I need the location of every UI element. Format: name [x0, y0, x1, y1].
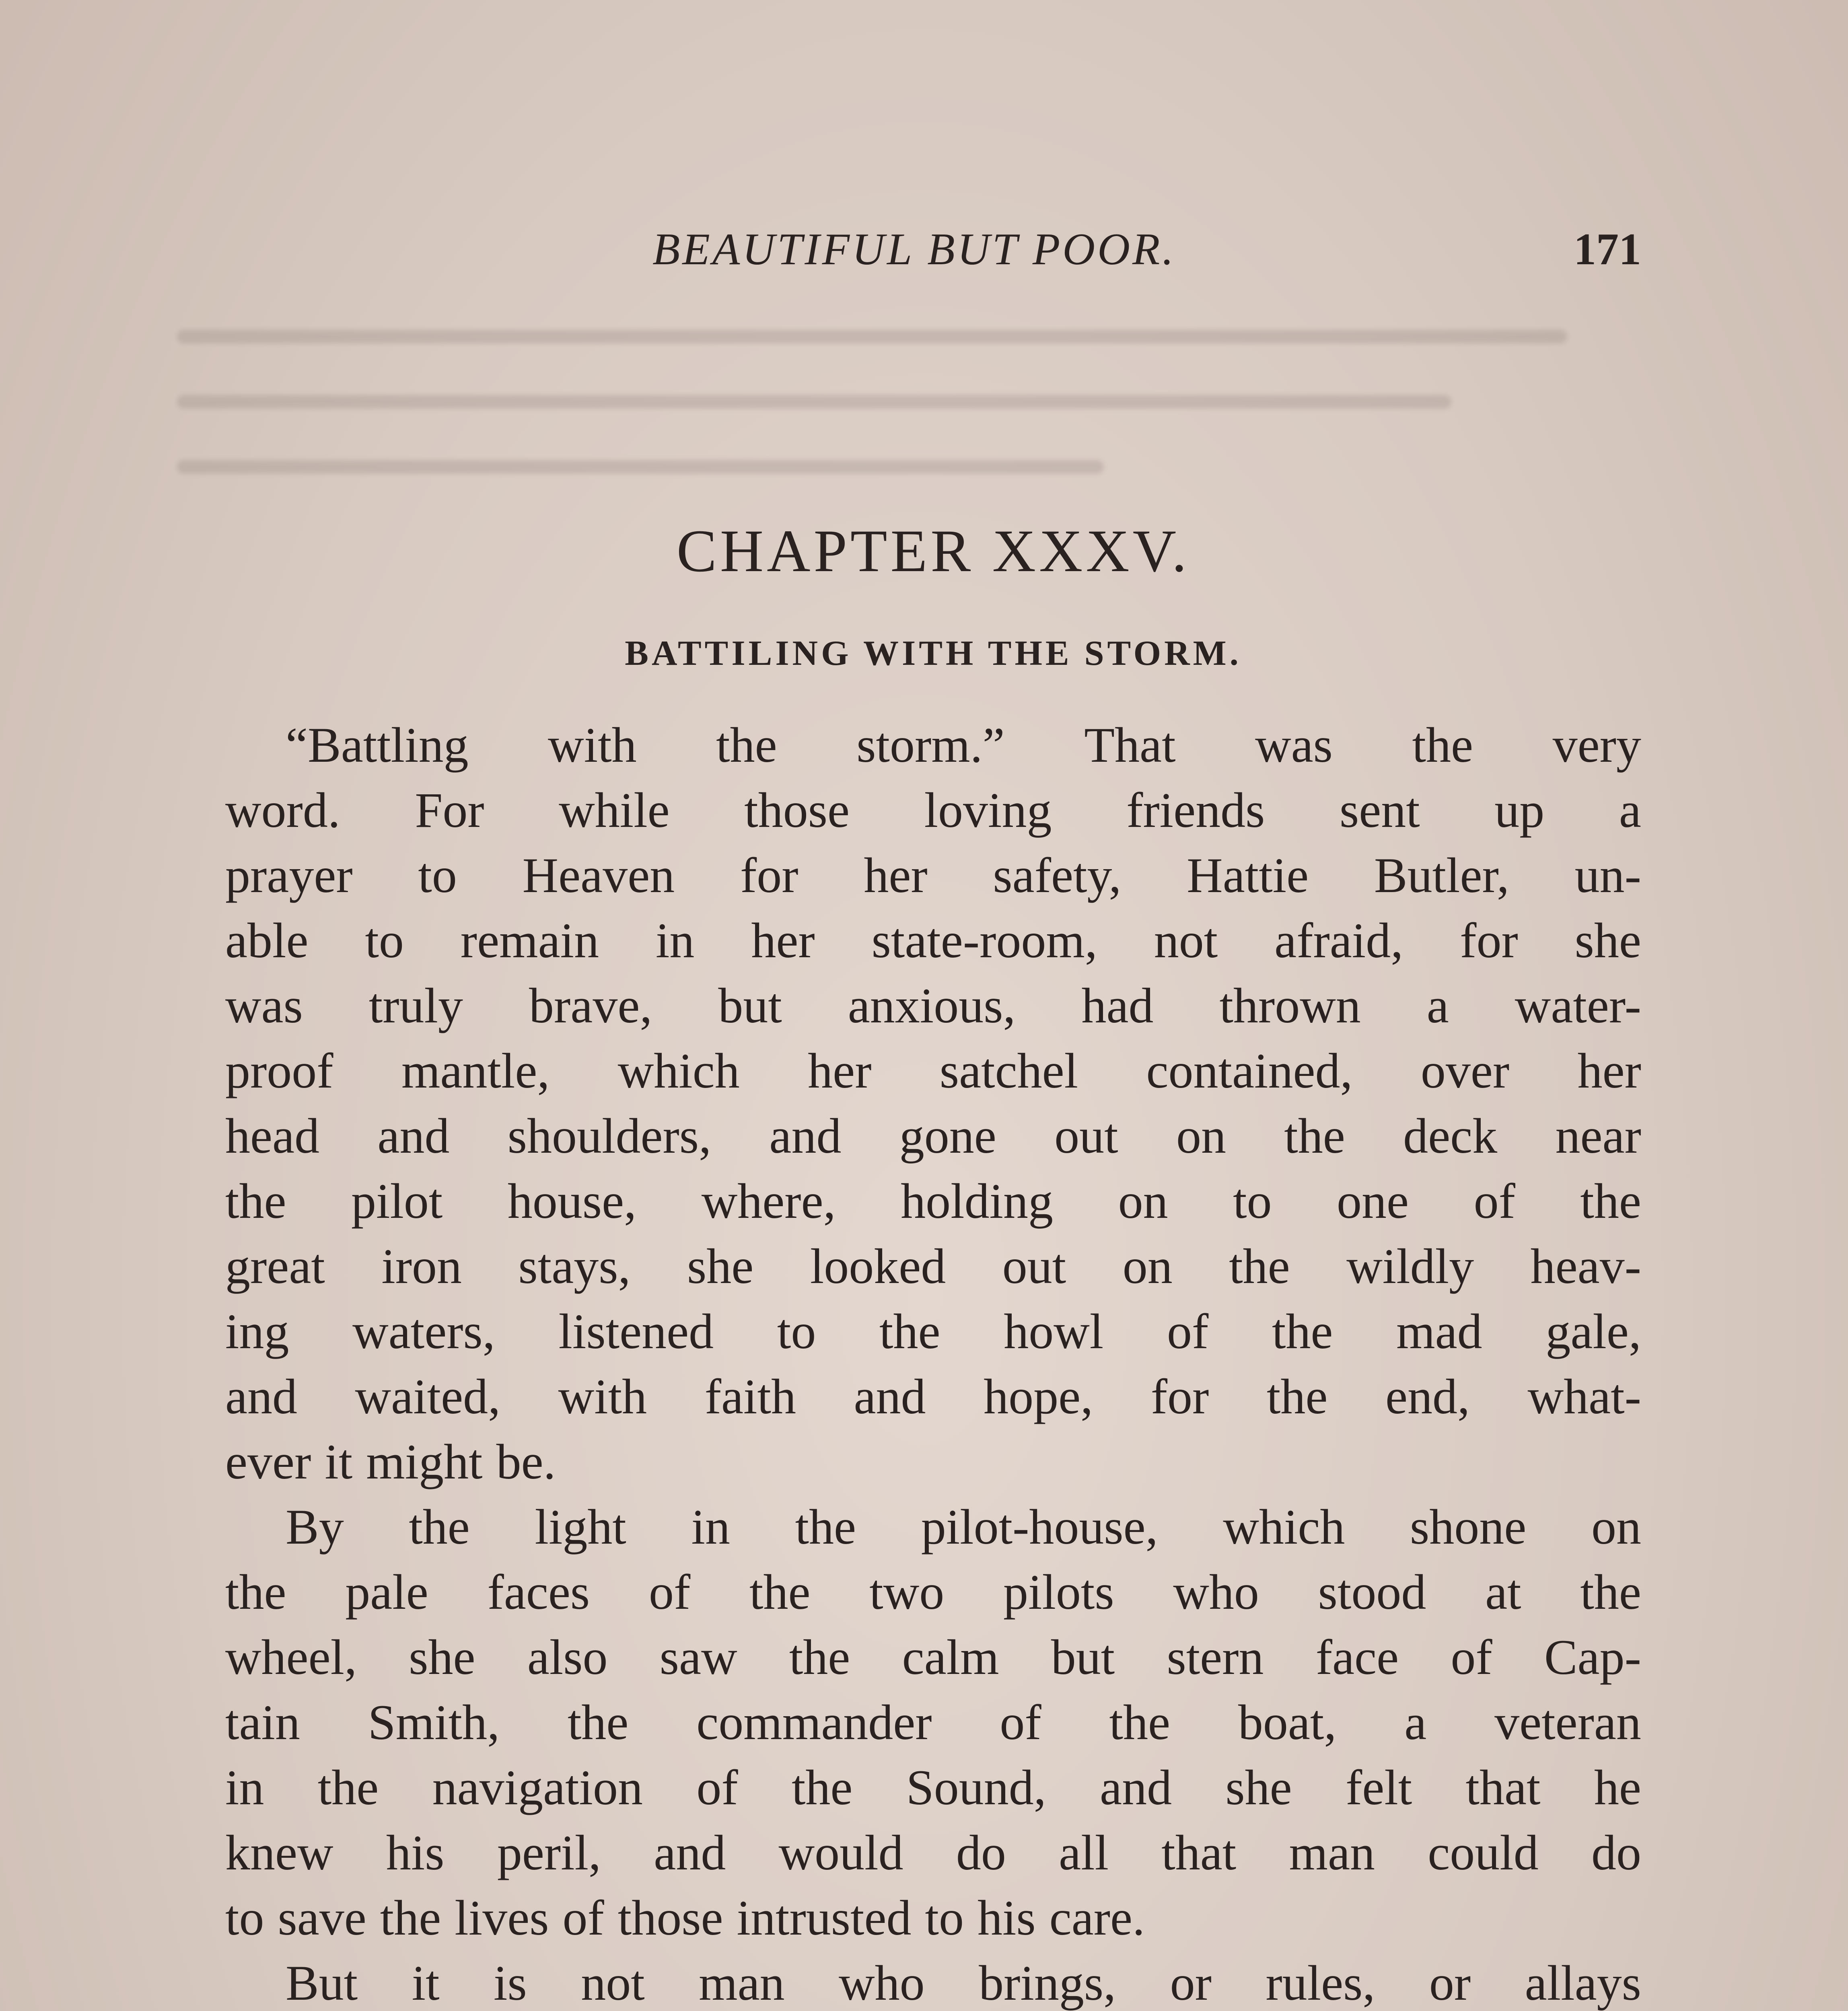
word: anxious,	[848, 978, 1016, 1033]
word: loving	[924, 783, 1052, 838]
word: But	[286, 1955, 358, 2011]
word: she	[409, 1630, 475, 1685]
word: her	[864, 848, 928, 903]
word: lives	[455, 1890, 549, 1945]
word: of	[1000, 1695, 1041, 1750]
word: the	[795, 1499, 856, 1555]
text-line	[225, 1038, 1641, 1104]
word: but	[718, 978, 782, 1033]
text-line	[225, 1234, 1641, 1299]
word: of	[648, 1565, 691, 1620]
word: faith	[704, 1369, 796, 1424]
text-line	[225, 1429, 1641, 1495]
word: navigation	[432, 1760, 643, 1815]
word: remain	[460, 913, 599, 968]
text-line	[225, 843, 1641, 908]
word: word.	[225, 783, 340, 838]
word: iron	[381, 1239, 462, 1294]
word: but	[1051, 1630, 1115, 1685]
word: to	[365, 913, 404, 968]
running-head-title: BEAUTIFUL BUT POOR.	[652, 224, 1176, 274]
text-line	[225, 1886, 1641, 1951]
word: to	[925, 1890, 964, 1945]
word: state-room,	[871, 913, 1097, 968]
word: friends	[1126, 783, 1265, 838]
word: with	[558, 1369, 647, 1424]
word: mantle,	[401, 1043, 550, 1098]
word: and	[854, 1369, 926, 1424]
word: in	[691, 1499, 730, 1555]
word: faces	[487, 1565, 590, 1620]
word: Cap-	[1544, 1630, 1641, 1685]
word: she	[687, 1239, 754, 1294]
text-line	[225, 1299, 1641, 1364]
word: his	[386, 1825, 445, 1880]
word: had	[1081, 978, 1154, 1033]
word: allays	[1525, 1955, 1641, 2011]
word: felt	[1346, 1760, 1412, 1815]
text-line	[225, 1560, 1641, 1625]
word: not	[581, 1955, 645, 2011]
word: over	[1420, 1043, 1510, 1098]
word: gone	[899, 1108, 996, 1164]
word: is	[494, 1955, 527, 2011]
word: rules,	[1266, 1955, 1375, 2011]
word: the	[225, 1174, 286, 1229]
word: “Battling	[286, 718, 469, 773]
word: contained,	[1146, 1043, 1353, 1098]
word: where,	[701, 1174, 836, 1229]
word: waited,	[355, 1369, 501, 1424]
word: while	[559, 783, 670, 838]
running-head	[225, 217, 1641, 282]
word: would	[778, 1825, 903, 1880]
text-line	[225, 1625, 1641, 1690]
word: very	[1552, 718, 1641, 773]
page-number: 171	[1574, 224, 1641, 274]
word: gale,	[1545, 1304, 1641, 1359]
word: the	[317, 1760, 379, 1815]
word: end,	[1385, 1369, 1470, 1424]
word: saw	[659, 1630, 737, 1685]
word: pilot	[351, 1174, 443, 1229]
word: what-	[1527, 1369, 1641, 1424]
text-line	[225, 973, 1641, 1038]
word: which	[617, 1043, 740, 1098]
word: on	[1118, 1174, 1168, 1229]
word: truly	[368, 978, 463, 1033]
word: heav-	[1530, 1239, 1641, 1294]
word: light	[535, 1499, 626, 1555]
word: with	[548, 718, 637, 773]
text-line	[225, 1104, 1641, 1169]
word: who	[839, 1955, 925, 2011]
text-line	[225, 1690, 1641, 1755]
word: the	[716, 718, 777, 773]
word: the	[749, 1565, 811, 1620]
word: the	[1284, 1108, 1345, 1164]
word: the	[225, 1565, 286, 1620]
word: to	[1233, 1174, 1272, 1229]
word: for	[740, 848, 798, 903]
word: stays,	[518, 1239, 631, 1294]
text-line	[225, 1755, 1641, 1820]
word: not	[1154, 913, 1218, 968]
word: a	[1426, 978, 1449, 1033]
word: wildly	[1346, 1239, 1474, 1294]
word: face	[1315, 1630, 1399, 1685]
word: proof	[225, 1043, 333, 1098]
word: wheel,	[225, 1630, 357, 1685]
word: the	[1412, 718, 1473, 773]
word: For	[415, 783, 484, 838]
word: and	[225, 1369, 298, 1424]
word: calm	[902, 1630, 999, 1685]
word: save	[278, 1890, 366, 1945]
word: water-	[1515, 978, 1641, 1033]
text-line	[225, 1169, 1641, 1234]
word: that	[1161, 1825, 1237, 1880]
word: he	[1594, 1760, 1641, 1815]
word: stood	[1318, 1565, 1426, 1620]
word: the	[1229, 1239, 1290, 1294]
word: or	[1429, 1955, 1471, 2011]
word: ing	[225, 1304, 289, 1359]
word: intrusted	[737, 1890, 912, 1945]
word: knew	[225, 1825, 333, 1880]
word: safety,	[993, 848, 1122, 903]
text-line	[225, 1951, 1641, 2011]
word: at	[1485, 1565, 1521, 1620]
word: on	[1122, 1239, 1173, 1294]
word: all	[1059, 1825, 1109, 1880]
word: shone	[1410, 1499, 1527, 1555]
word: those	[744, 783, 850, 838]
word: the	[879, 1304, 940, 1359]
word: the	[380, 1890, 441, 1945]
word: thrown	[1219, 978, 1361, 1033]
word: in	[655, 913, 695, 968]
word: shoulders,	[507, 1108, 712, 1164]
word: for	[1460, 913, 1518, 968]
word: might	[366, 1434, 483, 1489]
word: commander	[696, 1695, 932, 1750]
word: By	[286, 1499, 344, 1555]
word: those	[617, 1890, 723, 1945]
word: pilots	[1003, 1565, 1114, 1620]
word: was	[225, 978, 303, 1033]
word: it	[325, 1434, 353, 1489]
word: pilot-house,	[921, 1499, 1158, 1555]
word: the	[1266, 1369, 1328, 1424]
word: satchel	[939, 1043, 1078, 1098]
word: of	[1473, 1174, 1515, 1229]
word: that	[1465, 1760, 1541, 1815]
word: the	[1109, 1695, 1171, 1750]
word: afraid,	[1274, 913, 1403, 968]
text-line	[225, 778, 1641, 843]
word: the	[1580, 1174, 1641, 1229]
text-line	[225, 1495, 1641, 1560]
word: the	[789, 1630, 850, 1685]
word: head	[225, 1108, 320, 1164]
word: her	[1577, 1043, 1641, 1098]
word: also	[527, 1630, 608, 1685]
word: two	[869, 1565, 945, 1620]
word: of	[1167, 1304, 1209, 1359]
word: to	[418, 848, 457, 903]
word: and	[377, 1108, 450, 1164]
word: care.	[1049, 1890, 1145, 1945]
word: howl	[1004, 1304, 1104, 1359]
word: Heaven	[522, 848, 675, 903]
word: able	[225, 913, 309, 968]
word: the	[567, 1695, 629, 1750]
word: and	[654, 1825, 726, 1880]
word: on	[1176, 1108, 1226, 1164]
word: and	[1100, 1760, 1172, 1815]
word: of	[1451, 1630, 1492, 1685]
text-line	[225, 713, 1641, 778]
word: his	[977, 1890, 1036, 1945]
word: she	[1225, 1760, 1292, 1815]
word: house,	[507, 1174, 637, 1229]
word: on	[1591, 1499, 1641, 1555]
word: peril,	[497, 1825, 601, 1880]
word: hope,	[984, 1369, 1093, 1424]
word: out	[1054, 1108, 1118, 1164]
word: brings,	[979, 1955, 1116, 2011]
word: her	[808, 1043, 872, 1098]
word: one	[1337, 1174, 1409, 1229]
word: great	[225, 1239, 325, 1294]
word: Sound,	[906, 1760, 1046, 1815]
word: sent	[1339, 783, 1420, 838]
word: Smith,	[368, 1695, 500, 1750]
word: mad	[1396, 1304, 1482, 1359]
word: or	[1170, 1955, 1212, 2011]
text-line	[225, 908, 1641, 973]
word: prayer	[225, 848, 353, 903]
word: up	[1494, 783, 1545, 838]
chapter-subtitle: BATTILING WITH THE STORM.	[625, 634, 1242, 673]
word: veteran	[1494, 1695, 1641, 1750]
word: the	[1580, 1565, 1641, 1620]
word: to	[225, 1890, 264, 1945]
word: her	[751, 913, 815, 968]
text-line	[225, 1820, 1641, 1886]
word: holding	[901, 1174, 1054, 1229]
chapter-title: CHAPTER XXXV.	[676, 518, 1190, 584]
word: out	[1002, 1239, 1066, 1294]
word: to	[777, 1304, 816, 1359]
word: was	[1255, 718, 1333, 773]
word: Hattie	[1187, 848, 1309, 903]
word: a	[1404, 1695, 1427, 1750]
word: of	[562, 1890, 604, 1945]
word: That	[1084, 718, 1176, 773]
word: tain	[225, 1695, 300, 1750]
word: be.	[496, 1434, 556, 1489]
word: which	[1223, 1499, 1345, 1555]
word: storm.”	[856, 718, 1005, 773]
word: un-	[1574, 848, 1641, 903]
word: in	[225, 1760, 264, 1815]
word: stern	[1167, 1630, 1264, 1685]
word: ever	[225, 1434, 311, 1489]
word: pale	[345, 1565, 428, 1620]
word: she	[1574, 913, 1641, 968]
word: waters,	[352, 1304, 495, 1359]
word: deck	[1403, 1108, 1498, 1164]
word: it	[412, 1955, 440, 2011]
word: the	[791, 1760, 853, 1815]
word: near	[1555, 1108, 1641, 1164]
word: for	[1150, 1369, 1209, 1424]
word: do	[956, 1825, 1006, 1880]
word: brave,	[529, 978, 652, 1033]
word: a	[1619, 783, 1641, 838]
word: Butler,	[1374, 848, 1509, 903]
word: of	[696, 1760, 738, 1815]
word: looked	[810, 1239, 946, 1294]
body-text	[225, 713, 1641, 2011]
word: could	[1428, 1825, 1539, 1880]
word: the	[1272, 1304, 1333, 1359]
word: man	[699, 1955, 785, 2011]
word: man	[1289, 1825, 1375, 1880]
text-line	[225, 1364, 1641, 1429]
word: do	[1591, 1825, 1641, 1880]
word: boat,	[1238, 1695, 1337, 1750]
word: who	[1173, 1565, 1259, 1620]
word: the	[409, 1499, 470, 1555]
word: and	[769, 1108, 842, 1164]
word: listened	[558, 1304, 714, 1359]
